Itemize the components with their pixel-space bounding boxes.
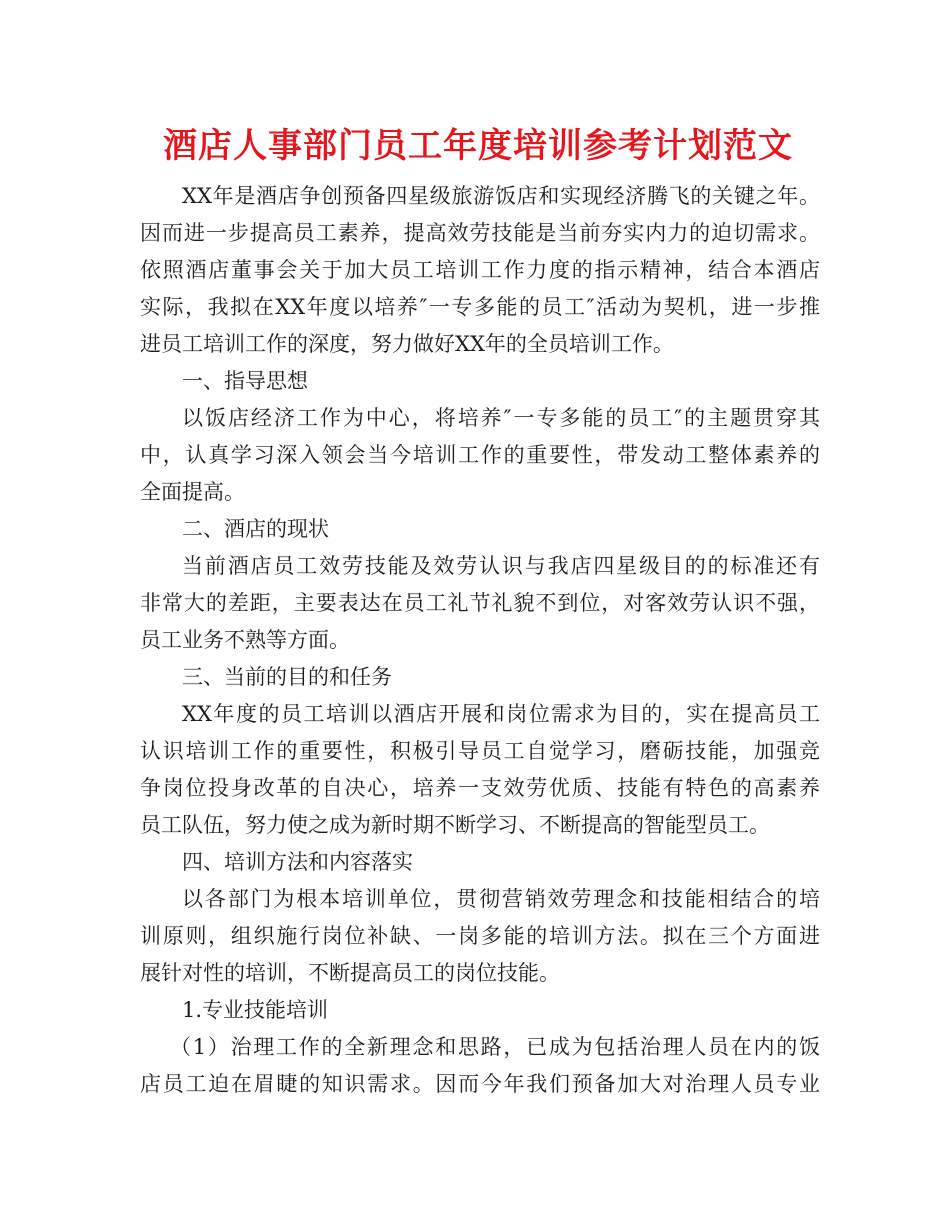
text-line: XX年度的员工培训以酒店开展和岗位需求为目的，实在提高员工	[182, 702, 820, 726]
text-line: 因而进一步提高员工素养，提高效劳技能是当前夯实内力的迫切需求。	[140, 221, 820, 245]
text-line: （1）治理工作的全新理念和思路，已成为包括治理人员在内的饭	[170, 1035, 820, 1059]
subsection-heading-skills-training: 1.专业技能培训	[182, 998, 329, 1022]
text-line: 以各部门为根本培训单位，贯彻营销效劳理念和技能相结合的培	[182, 887, 820, 911]
section-heading-goals: 三、当前的目的和任务	[182, 665, 392, 689]
text-line: 员工业务不熟等方面。	[140, 628, 350, 652]
paragraph-skills-training	[140, 1029, 820, 1103]
paragraph-intro	[140, 178, 820, 363]
section-heading-current-status: 二、酒店的现状	[182, 517, 329, 541]
text-line: 展针对性的培训，不断提高员工的岗位技能。	[140, 961, 560, 985]
text-line: 全面提高。	[140, 480, 245, 504]
text-line: XX年是酒店争创预备四星级旅游饭店和实现经济腾飞的关键之年。	[182, 184, 820, 208]
text-line: 依照酒店董事会关于加大员工培训工作力度的指示精神，结合本酒店	[140, 258, 820, 282]
paragraph-methods	[140, 881, 820, 992]
document-page	[140, 122, 820, 1103]
section-heading-methods: 四、培训方法和内容落实	[182, 850, 413, 874]
text-line: 以饭店经济工作为中心，将培养″一专多能的员工″的主题贯穿其	[182, 406, 820, 430]
paragraph-current-status	[140, 548, 820, 659]
text-line: 争岗位投身改革的自决心，培养一支效劳优质、技能有特色的高素养	[140, 776, 820, 800]
paragraph-goals	[140, 696, 820, 844]
text-line: 员工队伍，努力使之成为新时期不断学习、不断提高的智能型员工。	[140, 813, 770, 837]
text-line: 实际，我拟在XX年度以培养″一专多能的员工″活动为契机，进一步推	[140, 295, 820, 319]
text-line: 当前酒店员工效劳技能及效劳认识与我店四星级目的的标准还有	[182, 554, 820, 578]
text-line: 非常大的差距，主要表达在员工礼节礼貌不到位，对客效劳认识不强，	[140, 591, 820, 615]
text-line: 店员工迫在眉睫的知识需求。因而今年我们预备加大对治理人员专业	[140, 1072, 820, 1096]
text-line: 中，认真学习深入领会当今培训工作的重要性，带发动工整体素养的	[140, 443, 820, 467]
text-line: 进员工培训工作的深度，努力做好XX年的全员培训工作。	[140, 332, 674, 356]
document-title: 酒店人事部门员工年度培训参考计划范文	[163, 126, 793, 166]
section-heading-guiding-thought: 一、指导思想	[182, 369, 308, 393]
text-line: 训原则，组织施行岗位补缺、一岗多能的培训方法。拟在三个方面进	[140, 924, 820, 948]
text-line: 认识培训工作的重要性，积极引导员工自觉学习，磨砺技能，加强竞	[140, 739, 820, 763]
paragraph-guiding-thought	[140, 400, 820, 511]
